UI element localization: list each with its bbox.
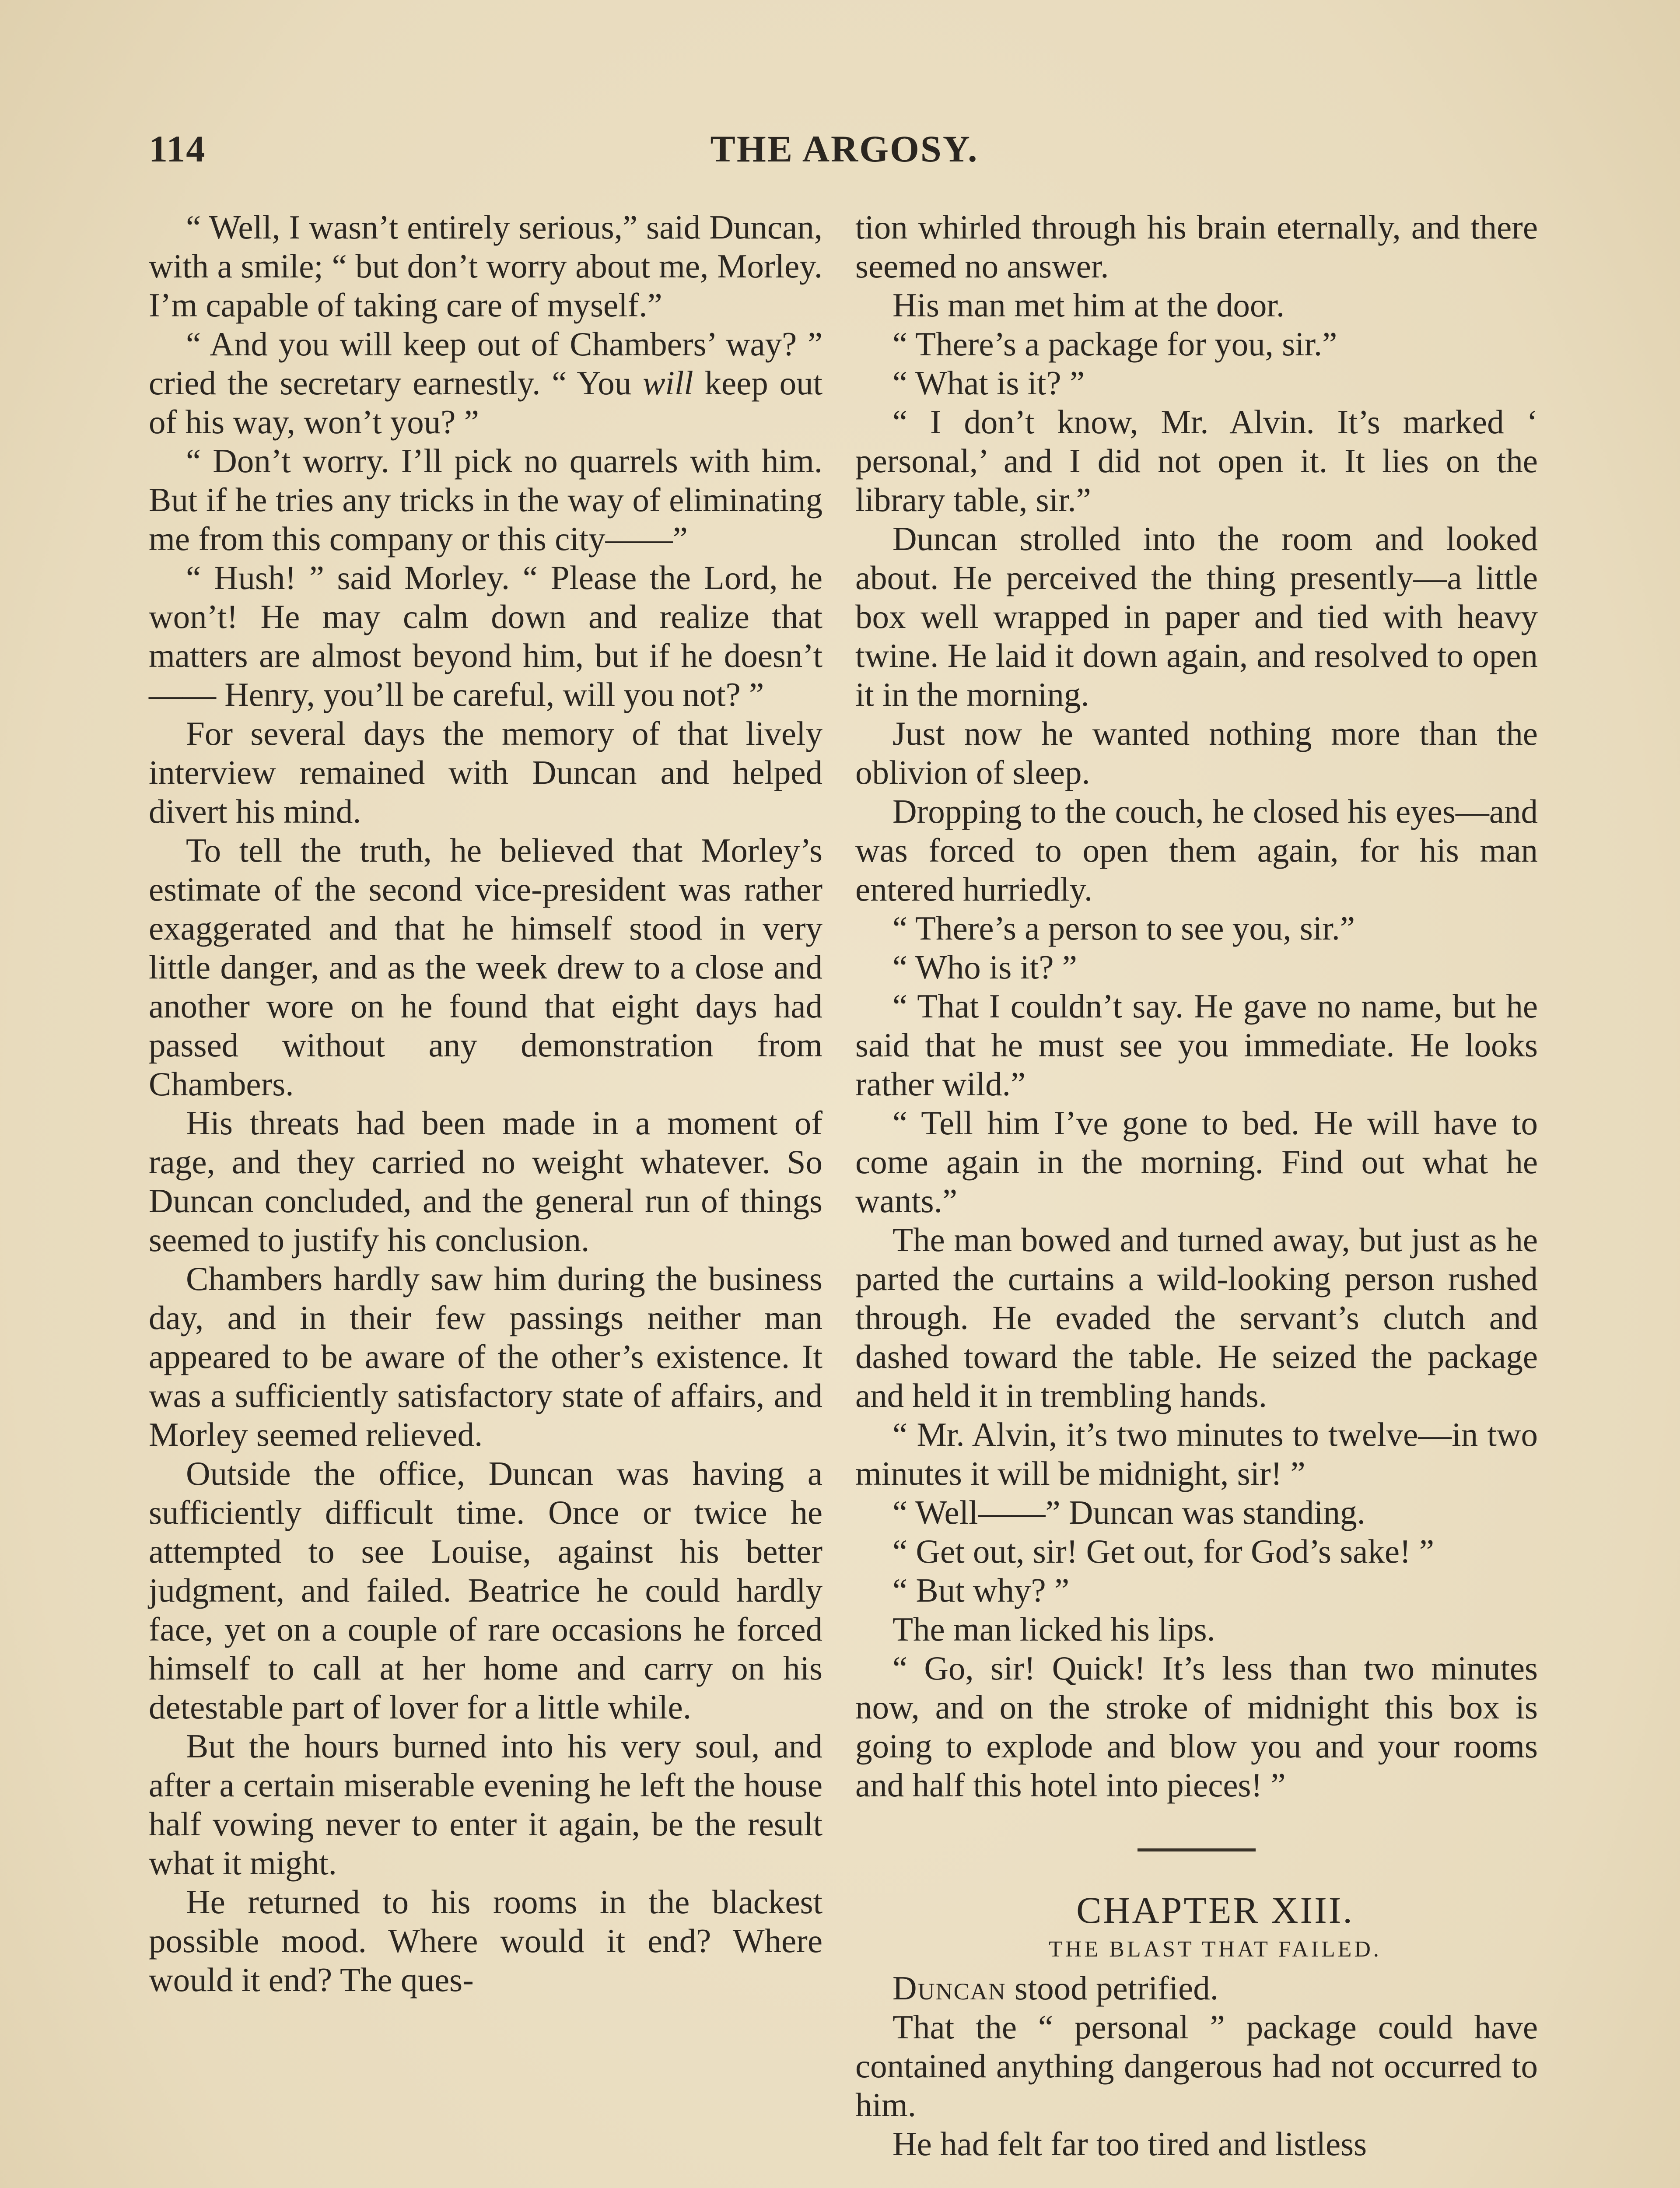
paragraph-text: keep out of his way, won’t you? ” — [149, 364, 822, 441]
paragraph: “ Go, sir! Quick! It’s less than two minutes now, and on the stroke of midnight this box is going to explode and blow you and your rooms and half this hotel into pieces! ” — [855, 1649, 1538, 1804]
paragraph: “ Who is it? ” — [892, 948, 1077, 986]
paragraph: “ Well——” Duncan was standing. — [892, 1494, 1365, 1531]
paragraph: tion whirled through his brain eternally, and there seemed no answer. — [855, 208, 1538, 285]
paragraph: “ Don’t worry. I’ll pick no quarrels with him. But if he tries any tricks in the way of eliminating me from this company or this city——” — [149, 442, 822, 558]
chapter-subtitle: THE BLAST THAT FAILED. — [1049, 1937, 1382, 1962]
right-column — [855, 208, 1538, 2163]
paragraph — [149, 325, 822, 442]
paragraph — [855, 1969, 1538, 2008]
page-number: 114 — [149, 128, 206, 170]
paragraph: The man licked his lips. — [892, 1610, 1215, 1648]
chapter-title: CHAPTER XIII. — [1076, 1889, 1354, 1931]
paragraph: “ That I couldn’t say. He gave no name, but he said that he must see you immediate. He looks rather wild.” — [855, 987, 1538, 1103]
paragraph: For several days the memory of that lively interview remained with Duncan and helped divert his mind. — [149, 715, 822, 830]
paragraph: Just now he wanted nothing more than the oblivion of sleep. — [855, 715, 1538, 791]
paragraph: “ I don’t know, Mr. Alvin. It’s marked ‘ personal,’ and I did not open it. It lies on the library table, sir.” — [855, 403, 1538, 519]
paragraph: Chambers hardly saw him during the business day, and in their few passings neither man appeared to be aware of the other’s existence. It was a sufficiently satisfactory state of affairs, and Morley seemed relieved. — [149, 1260, 822, 1453]
paragraph-text: stood petrified. — [1006, 1969, 1219, 2007]
paragraph: He had felt far too tired and listless — [892, 2125, 1367, 2163]
emphasis-text: will — [643, 364, 693, 402]
paragraph: “ Get out, sir! Get out, for God’s sake! ” — [892, 1532, 1435, 1570]
paragraph: His man met him at the door. — [892, 286, 1285, 324]
left-column — [149, 208, 822, 1999]
paragraph: “ But why? ” — [892, 1571, 1070, 1609]
paragraph-text: “ You — [552, 364, 643, 402]
chapter-divider — [1138, 1848, 1256, 1851]
paragraph: He returned to his rooms in the blackest possible mood. Where would it end? Where would it end? The ques- — [149, 1883, 822, 1999]
paragraph: “ Hush! ” said Morley. “ Please the Lord, he won’t! He may calm down and realize that matters are almost beyond him, but if he doesn’t—— Henry, you’ll be careful, will you not? ” — [149, 559, 822, 713]
paragraph: Dropping to the couch, he closed his eyes—and was forced to open them again, for his man entered hurriedly. — [855, 792, 1538, 908]
paragraph: “ Tell him I’ve gone to bed. He will have to come again in the morning. Find out what he wants.” — [855, 1104, 1538, 1220]
paragraph: Duncan strolled into the room and looked about. He perceived the thing presently—a little box well wrapped in paper and tied with heavy twine. He laid it down again, and resolved to open it in the morning. — [855, 520, 1538, 713]
lead-in-text: Duncan — [892, 1969, 1006, 2007]
page-header — [149, 127, 1540, 188]
paragraph: But the hours burned into his very soul, and after a certain miserable evening he left the house half vowing never to enter it again, be the result what it might. — [149, 1727, 822, 1882]
paragraph: Outside the office, Duncan was having a sufficiently difficult time. Once or twice he attempted to see Louise, against his better judgment, and failed. Beatrice he could hardly face, yet on a couple of rare occasions he forced himself to call at her home and carry on his detestable part of lover for a little while. — [149, 1455, 822, 1726]
paragraph: His threats had been made in a moment of rage, and they carried no weight whatever. So Duncan concluded, and the general run of things seemed to justify his conclusion. — [149, 1104, 822, 1259]
paragraph: To tell the truth, he believed that Morley’s estimate of the second vice-president was rather exaggerated and that he himself stood in very little danger, and as the week drew to a close and another wore on he found that eight days had passed without any demonstration from Chambers. — [149, 831, 822, 1103]
paragraph-text: “ And you will keep out of Chambers’ way? ” cried the secretary earnestly. — [149, 325, 822, 402]
paragraph: “ Well, I wasn’t entirely serious,” said Duncan, with a smile; “ but don’t worry about me, Morley. I’m capable of taking care of myself.” — [149, 208, 822, 324]
running-head: THE ARGOSY. — [710, 128, 979, 170]
paragraph: “ There’s a person to see you, sir.” — [892, 909, 1355, 947]
paragraph: “ What is it? ” — [892, 364, 1085, 402]
paragraph: “ Mr. Alvin, it’s two minutes to twelve—in two minutes it will be midnight, sir! ” — [855, 1416, 1538, 1492]
paragraph: The man bowed and turned away, but just as he parted the curtains a wild-looking person rushed through. He evaded the servant’s clutch and dashed toward the table. He seized the package and held it in trembling hands. — [855, 1221, 1538, 1414]
paragraph: “ There’s a package for you, sir.” — [892, 325, 1337, 363]
paragraph: That the “ personal ” package could have contained anything dangerous had not occurred to him. — [855, 2008, 1538, 2124]
